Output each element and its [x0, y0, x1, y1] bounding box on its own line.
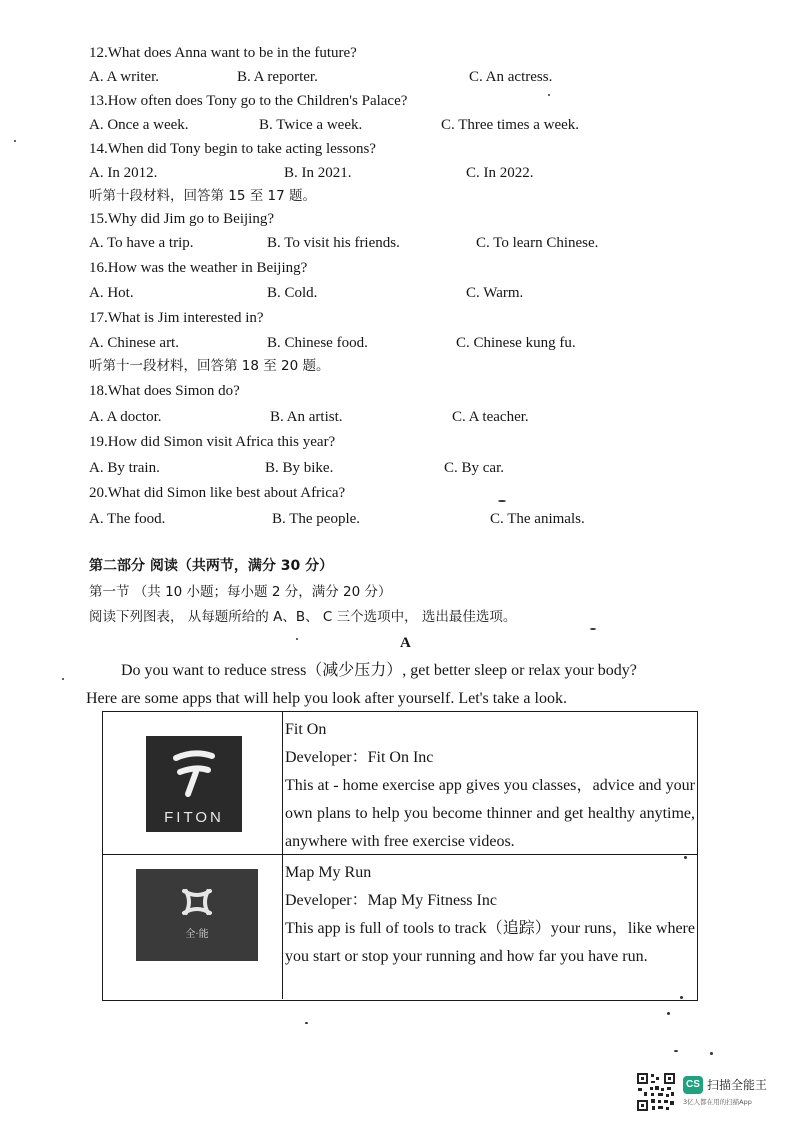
part-two-title: 第二部分 阅读（共两节，满分 30 分） — [89, 558, 334, 574]
app-row-map-my-run — [103, 855, 697, 999]
question-15-option-b: B. To visit his friends. — [267, 235, 400, 251]
passage-label: A — [400, 635, 411, 651]
question-15: 15.Why did Jim go to Beijing? — [89, 211, 274, 227]
question-18-option-b: B. An artist. — [270, 409, 343, 425]
section-one-title: 第一节 （共 10 小题；每小题 2 分，满分 20 分） — [89, 584, 392, 600]
app-description: This at - home exercise app gives you classes，advice and your own plans to help you become thinner and get healthy anytime, anywhere with free exercise videos. — [285, 777, 695, 850]
scan-speck — [498, 500, 506, 502]
scan-speck — [710, 1052, 713, 1055]
question-16-option-b: B. Cold. — [267, 285, 318, 301]
scan-speck — [590, 628, 596, 630]
question-19: 19.How did Simon visit Africa this year? — [89, 434, 336, 450]
fiton-mark-icon — [146, 736, 242, 806]
scan-speck — [548, 94, 550, 96]
question-17: 17.What is Jim interested in? — [89, 310, 264, 326]
question-12: 12.What does Anna want to be in the future? — [89, 45, 357, 61]
question-14-option-a: A. In 2012. — [89, 165, 158, 181]
scan-speck — [305, 1022, 308, 1024]
scan-speck — [14, 140, 16, 142]
question-20-option-c: C. The animals. — [490, 511, 585, 527]
app-name: Fit On — [285, 721, 327, 738]
fiton-logo-text: FITON — [164, 809, 224, 826]
question-16-option-c: C. Warm. — [466, 285, 524, 301]
question-20-option-a: A. The food. — [89, 511, 166, 527]
question-18-option-c: C. A teacher. — [452, 409, 529, 425]
app-developer: Developer：Map My Fitness Inc — [285, 892, 497, 909]
question-19-option-b: B. By bike. — [265, 460, 334, 476]
app-name: Map My Run — [285, 864, 372, 881]
question-13-option-b: B. Twice a week. — [259, 117, 363, 133]
question-18-option-a: A. A doctor. — [89, 409, 162, 425]
reading-instruction: 阅读下列图表， 从每题所给的 A、B、 C 三个选项中， 选出最佳选项。 — [89, 609, 517, 625]
question-13-option-c: C. Three times a week. — [441, 117, 580, 133]
question-18: 18.What does Simon do? — [89, 383, 240, 399]
question-16-option-a: A. Hot. — [89, 285, 134, 301]
scan-speck — [667, 1012, 670, 1015]
app-info-fit-on — [285, 716, 695, 856]
question-15-option-c: C. To learn Chinese. — [476, 235, 599, 251]
scan-speck — [674, 1050, 678, 1052]
instruction-section-10: 听第十段材料，回答第 15 至 17 题。 — [89, 188, 317, 204]
question-12-option-b: B. A reporter. — [237, 69, 318, 85]
question-17-option-b: B. Chinese food. — [267, 335, 368, 351]
app-info-map-my-run — [285, 859, 695, 971]
passage-intro-line-1: Do you want to reduce stress（减少压力）, get better sleep or relax your body? — [121, 662, 637, 679]
scan-speck — [296, 638, 298, 640]
question-12-option-c: C. An actress. — [469, 69, 553, 85]
question-16: 16.How was the weather in Beijing? — [89, 260, 308, 276]
question-13-option-a: A. Once a week. — [89, 117, 189, 133]
question-13: 13.How often does Tony go to the Children's Palace? — [89, 93, 408, 109]
fiton-logo-icon — [146, 736, 242, 832]
app-logo-cell — [103, 855, 283, 999]
app-logo-cell — [103, 712, 283, 854]
question-15-option-a: A. To have a trip. — [89, 235, 194, 251]
app-developer: Developer：Fit On Inc — [285, 749, 434, 766]
camscanner-logo-icon: CS — [683, 1076, 703, 1094]
ua-logo-text: 全·能 — [185, 929, 209, 940]
question-14-option-b: B. In 2021. — [284, 165, 352, 181]
ua-mark-icon — [136, 869, 258, 925]
app-description: This app is full of tools to track（追踪）your runs，like where you start or stop your running and how far you have run. — [285, 920, 695, 965]
question-14-option-c: C. In 2022. — [466, 165, 534, 181]
question-14: 14.When did Tony begin to take acting lessons? — [89, 141, 376, 157]
passage-intro-line-2: Here are some apps that will help you look after yourself. Let's take a look. — [86, 690, 567, 707]
question-19-option-a: A. By train. — [89, 460, 160, 476]
qr-code-icon — [636, 1072, 676, 1112]
scan-speck — [684, 856, 687, 859]
apps-table — [102, 711, 698, 1001]
camscanner-title: 扫描全能王 — [707, 1078, 768, 1092]
question-17-option-c: C. Chinese kung fu. — [456, 335, 576, 351]
camscanner-subtitle: 3亿人都在用的扫描App — [683, 1098, 752, 1106]
instruction-section-11: 听第十一段材料，回答第 18 至 20 题。 — [89, 358, 330, 374]
scan-speck — [62, 678, 64, 680]
under-armour-logo-icon — [136, 869, 258, 961]
question-17-option-a: A. Chinese art. — [89, 335, 179, 351]
app-row-fit-on — [103, 712, 697, 855]
question-20-option-b: B. The people. — [272, 511, 361, 527]
question-12-option-a: A. A writer. — [89, 69, 159, 85]
scan-speck — [680, 996, 683, 999]
question-19-option-c: C. By car. — [444, 460, 504, 476]
question-20: 20.What did Simon like best about Africa? — [89, 485, 346, 501]
